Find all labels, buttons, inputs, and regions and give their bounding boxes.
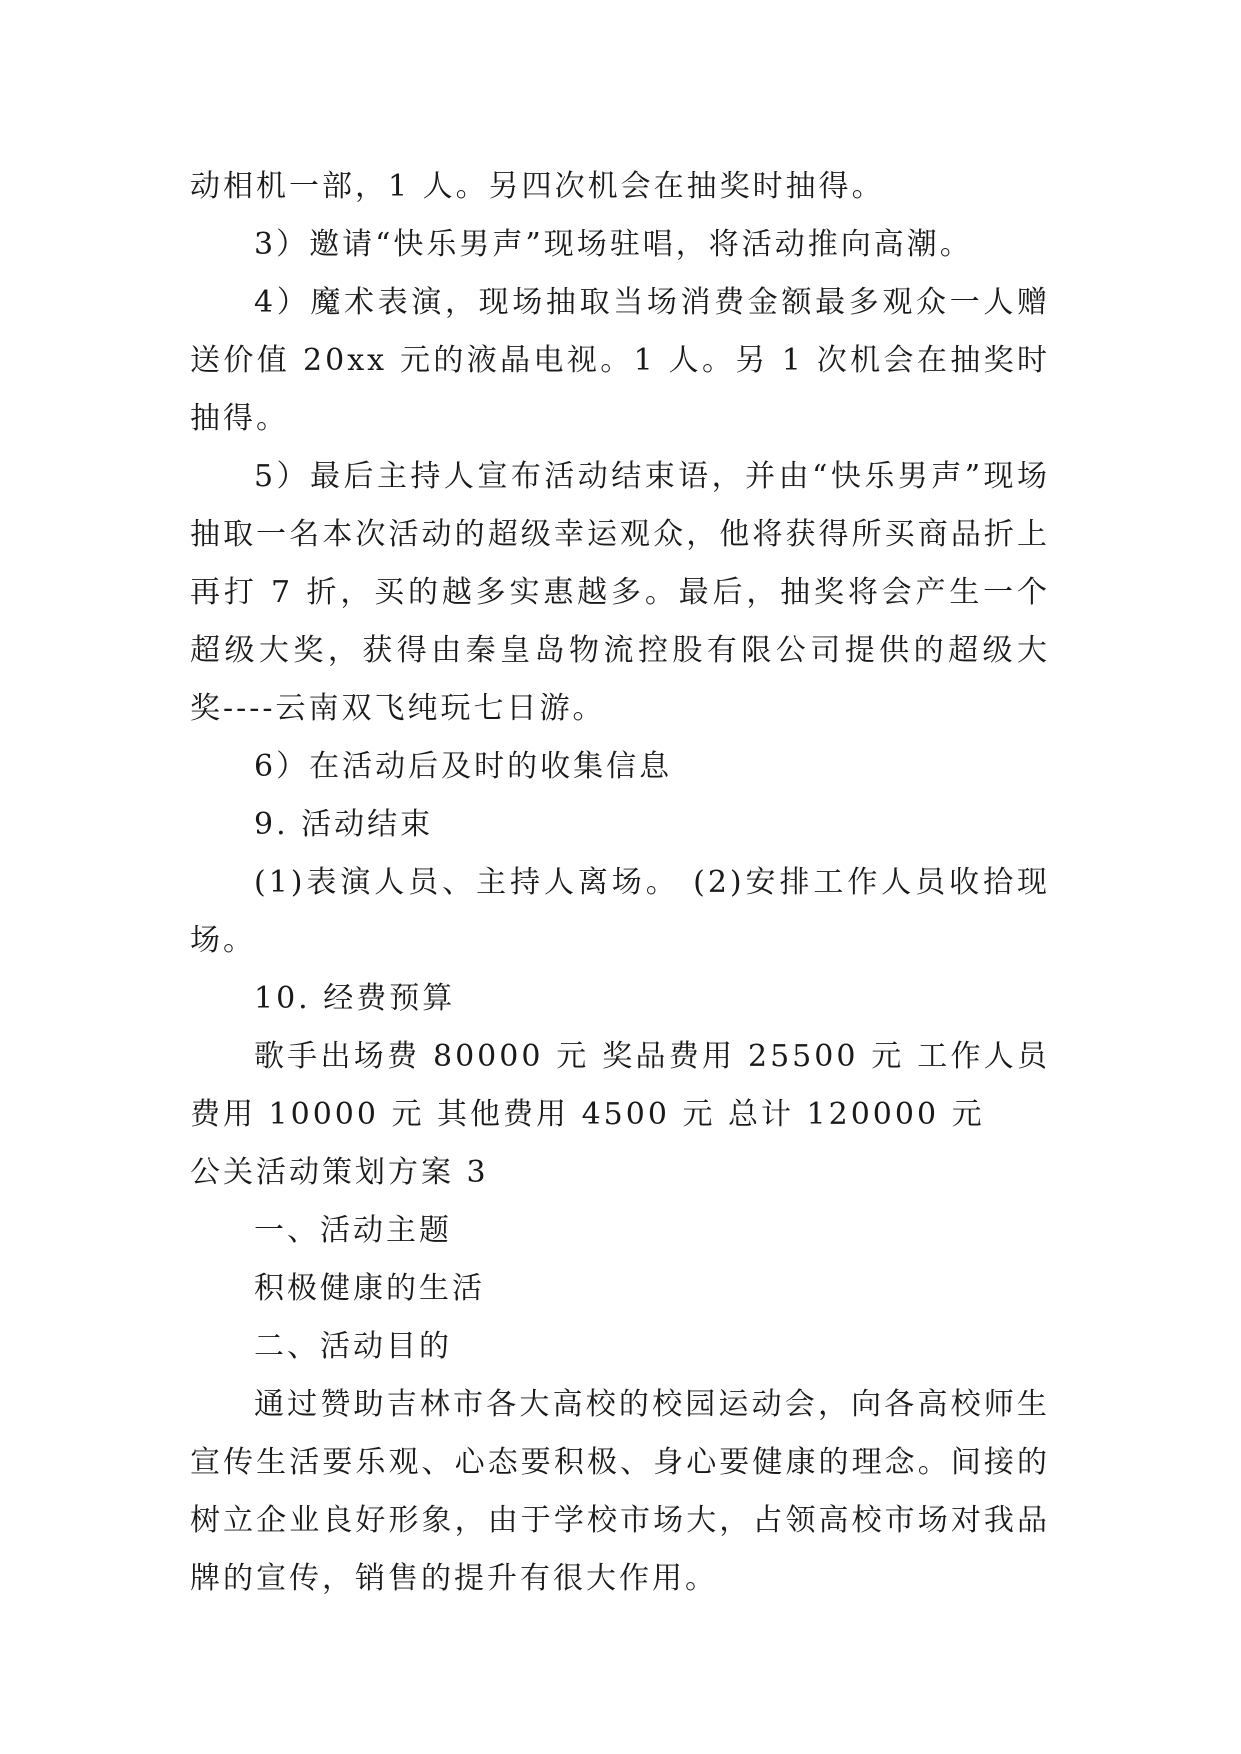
paragraph-item-4-magic-show: 4）魔术表演，现场抽取当场消费金额最多观众一人赠送价值 20xx 元的液晶电视。1 人。另 1 次机会在抽奖时抽得。 bbox=[190, 285, 1050, 436]
heading-activity-end: 9. 活动结束 bbox=[254, 807, 434, 842]
document-body bbox=[190, 158, 1050, 1608]
paragraph-item-6-collect-info: 6）在活动后及时的收集信息 bbox=[254, 749, 673, 784]
paragraph-activity-theme: 积极健康的生活 bbox=[254, 1271, 485, 1306]
paragraph-activity-purpose: 通过赞助吉林市各大高校的校园运动会，向各高校师生宣传生活要乐观、心态要积极、身心要健康的理念。间接的树立企业良好形象，由于学校市场大，占领高校市场对我品牌的宣传，销售的提升有很大作用。 bbox=[190, 1387, 1050, 1596]
section-title-plan-3: 公关活动策划方案 3 bbox=[190, 1155, 489, 1190]
heading-activity-theme: 一、活动主题 bbox=[254, 1213, 452, 1248]
paragraph-prize-camera-continued: 动相机一部，1 人。另四次机会在抽奖时抽得。 bbox=[190, 169, 885, 204]
paragraph-item-5-closing: 5）最后主持人宣布活动结束语，并由“快乐男声”现场抽取一名本次活动的超级幸运观众，他将获得所买商品折上再打 7 折，买的越多实惠越多。最后，抽奖将会产生一个超级大奖，获得由秦皇岛物流控股有限公司提供的超级大奖----云南双飞纯玩七日游。 bbox=[190, 459, 1050, 726]
paragraph-budget-details: 歌手出场费 80000 元 奖品费用 25500 元 工作人员费用 10000 元 其他费用 4500 元 总计 120000 元 bbox=[190, 1039, 1050, 1132]
paragraph-activity-end-steps: (1)表演人员、主持人离场。 (2)安排工作人员收拾现场。 bbox=[190, 865, 1050, 958]
heading-activity-purpose: 二、活动目的 bbox=[254, 1329, 452, 1364]
heading-budget: 10. 经费预算 bbox=[254, 981, 456, 1016]
paragraph-item-3-singer: 3）邀请“快乐男声”现场驻唱，将活动推向高潮。 bbox=[254, 227, 973, 262]
